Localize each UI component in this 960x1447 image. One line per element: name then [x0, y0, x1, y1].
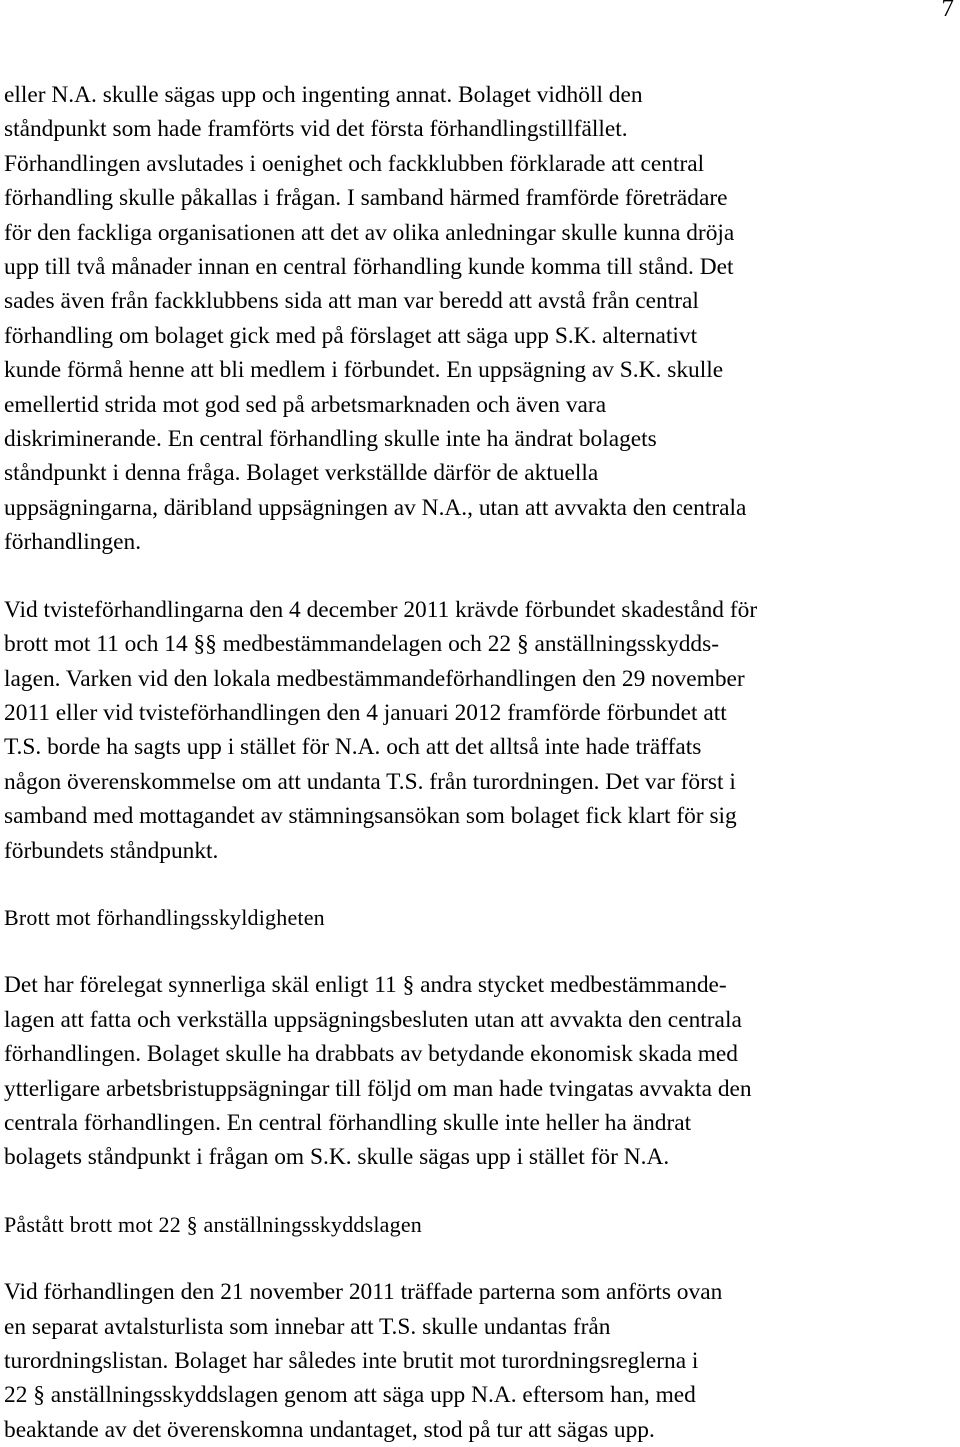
paragraph-2: [4, 593, 956, 868]
text-line: förbundets ståndpunkt.: [4, 837, 219, 864]
paragraph-1: [4, 78, 956, 560]
text-line: emellertid strida mot god sed på arbetsmarknaden och även vara: [4, 391, 607, 418]
text-line: beaktande av det överenskomna undantaget, stod på tur att sägas upp.: [4, 1416, 655, 1443]
text-line: lagen. Varken vid den lokala medbestämmandeförhandlingen den 29 november: [4, 665, 745, 692]
text-line: samband med mottagandet av stämningsansökan som bolaget fick klart för sig: [4, 803, 737, 830]
text-line: förhandling skulle påkallas i frågan. I samband härmed framförde företrädare: [4, 185, 728, 212]
paragraph-4: [4, 1275, 956, 1447]
paragraph-spacer: [4, 935, 956, 968]
text-line: sades även från fackklubbens sida att man var beredd att avstå från central: [4, 288, 699, 315]
text-line: bolagets ståndpunkt i frågan om S.K. skulle sägas upp i stället för N.A.: [4, 1144, 670, 1171]
paragraph-spacer: [4, 1242, 956, 1275]
paragraph-spacer: [4, 1175, 956, 1208]
text-line: Vid förhandlingen den 21 november 2011 träffade parterna som anförts ovan: [4, 1279, 723, 1306]
paragraph-3: [4, 968, 956, 1174]
text-line: upp till två månader innan en central förhandling kunde komma till stånd. Det: [4, 254, 734, 281]
text-line: Det har förelegat synnerliga skäl enligt 11 § andra stycket medbestämmande-: [4, 972, 727, 999]
text-line: förhandlingen.: [4, 529, 142, 556]
text-line: för den fackliga organisationen att det av olika anledningar skulle kunna dröja: [4, 219, 735, 246]
text-line: T.S. borde ha sagts upp i stället för N.A. och att det alltså inte hade träffats: [4, 734, 702, 761]
text-line: centrala förhandlingen. En central förhandling skulle inte heller ha ändrat: [4, 1109, 692, 1136]
paragraph-spacer: [4, 560, 956, 593]
document-body: [4, 78, 956, 1447]
text-line: Vid tvisteförhandlingarna den 4 december 2011 krävde förbundet skadestånd för: [4, 596, 758, 623]
text-line: förhandling om bolaget gick med på förslaget att säga upp S.K. alternativt: [4, 322, 698, 349]
text-line: ståndpunkt som hade framförts vid det första förhandlingstillfället.: [4, 116, 628, 143]
text-line: diskriminerande. En central förhandling skulle inte ha ändrat bolagets: [4, 426, 657, 453]
paragraph-spacer: [4, 868, 956, 901]
text-line: en separat avtalsturlista som innebar att T.S. skulle undantas från: [4, 1313, 611, 1340]
section-heading-paststatt: Påstått brott mot 22 § anställningsskyddslagen: [4, 1211, 423, 1237]
section-heading-brott: Brott mot förhandlingsskyldigheten: [4, 904, 325, 930]
text-line: ståndpunkt i denna fråga. Bolaget verkställde därför de aktuella: [4, 460, 599, 487]
text-line: 22 § anställningsskyddslagen genom att säga upp N.A. eftersom han, med: [4, 1382, 696, 1409]
text-line: Förhandlingen avslutades i oenighet och fackklubben förklarade att central: [4, 150, 705, 177]
text-line: ytterligare arbetsbristuppsägningar till följd om man hade tvingatas avvakta den: [4, 1075, 752, 1102]
text-line: brott mot 11 och 14 §§ medbestämmandelagen och 22 § anställningsskydds-: [4, 631, 720, 658]
text-line: lagen att fatta och verkställa uppsägningsbesluten utan att avvakta den centrala: [4, 1006, 742, 1033]
text-line: förhandlingen. Bolaget skulle ha drabbats av betydande ekonomisk skada med: [4, 1041, 739, 1068]
page-number: 7: [941, 0, 954, 22]
text-line: någon överenskommelse om att undanta T.S. från turordningen. Det var först i: [4, 768, 736, 795]
text-line: 2011 eller vid tvisteförhandlingen den 4 januari 2012 framförde förbundet att: [4, 699, 727, 726]
text-line: uppsägningarna, däribland uppsägningen av N.A., utan att avvakta den centrala: [4, 494, 747, 521]
text-line: eller N.A. skulle sägas upp och ingenting annat. Bolaget vidhöll den: [4, 82, 643, 108]
text-line: turordningslistan. Bolaget har således inte brutit mot turordningsreglerna i: [4, 1348, 699, 1374]
text-line: kunde förmå henne att bli medlem i förbundet. En uppsägning av S.K. skulle: [4, 357, 724, 384]
